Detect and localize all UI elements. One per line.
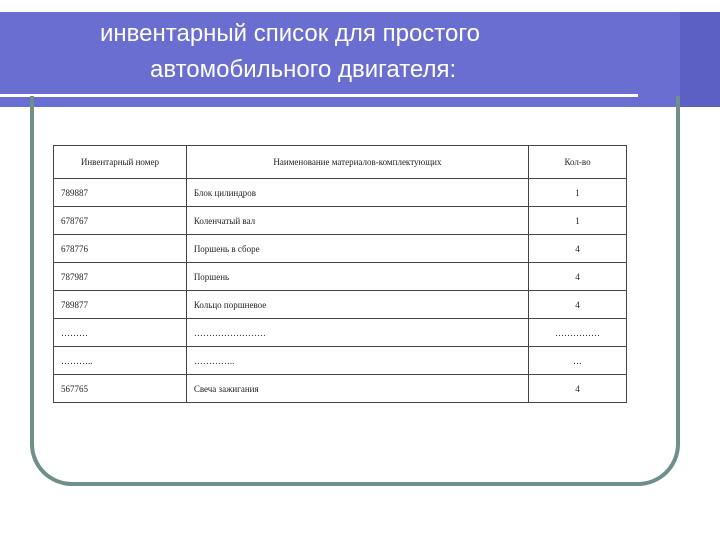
cell-qty: 1: [529, 207, 627, 235]
table-header-row: [54, 146, 627, 179]
header-material-name: Наименование материалов-комплектующих: [186, 146, 528, 179]
cell-number: 678767: [54, 207, 187, 235]
table-row: [54, 291, 627, 319]
cell-name: Блок цилиндров: [186, 179, 528, 207]
inventory-table: [53, 145, 627, 403]
cell-number: 567765: [54, 375, 187, 403]
cell-name: ……………………: [186, 319, 528, 347]
cell-name: Поршень в сборе: [186, 235, 528, 263]
table-row: [54, 375, 627, 403]
table-row: [54, 319, 627, 347]
cell-number: 678776: [54, 235, 187, 263]
cell-qty: 1: [529, 179, 627, 207]
slide-title: [100, 16, 700, 88]
cell-name: Кольцо поршневое: [186, 291, 528, 319]
cell-number: ………: [54, 319, 187, 347]
cell-name: Свеча зажигания: [186, 375, 528, 403]
slide-title-line2: автомобильного двигателя:: [150, 56, 457, 83]
cell-number: 787987: [54, 263, 187, 291]
cell-qty: 4: [529, 235, 627, 263]
slide-title-line1: инвентарный список для простого: [100, 20, 480, 47]
cell-number: 789887: [54, 179, 187, 207]
cell-name: Коленчатый вал: [186, 207, 528, 235]
table-row: [54, 235, 627, 263]
cell-qty: 4: [529, 263, 627, 291]
cell-qty: 4: [529, 291, 627, 319]
cell-number: 789877: [54, 291, 187, 319]
header-quantity: Кол-во: [529, 146, 627, 179]
cell-name: Поршень: [186, 263, 528, 291]
cell-qty: …: [529, 347, 627, 375]
cell-qty: 4: [529, 375, 627, 403]
table-row: [54, 207, 627, 235]
table-row: [54, 263, 627, 291]
table-row: [54, 179, 627, 207]
cell-qty: ……………: [529, 319, 627, 347]
cell-number: ………..: [54, 347, 187, 375]
cell-name: …………..: [186, 347, 528, 375]
header-inventory-number: Инвентарный номер: [54, 146, 187, 179]
table-row: [54, 347, 627, 375]
